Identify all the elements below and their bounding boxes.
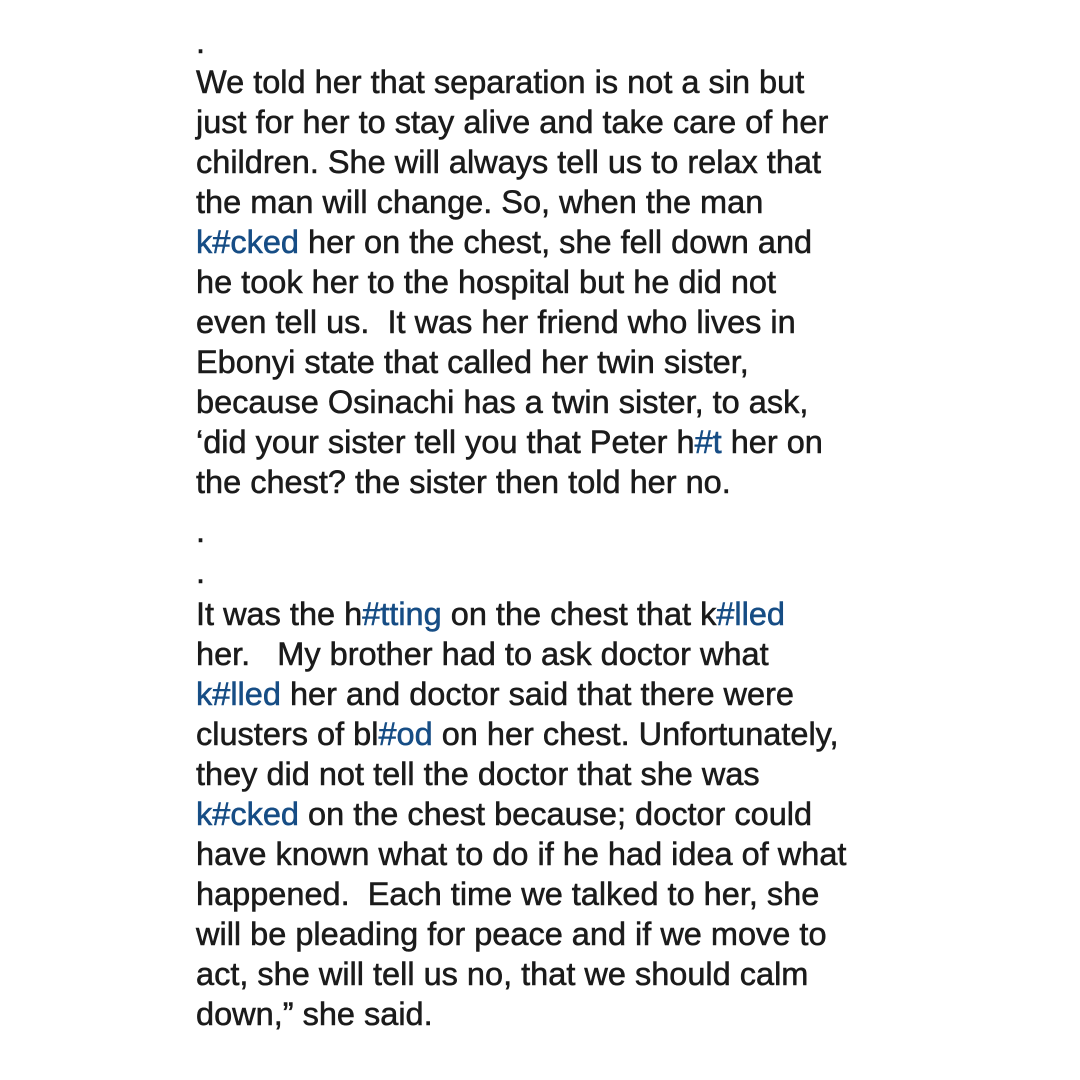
paragraph [196, 62, 996, 502]
text-line [196, 874, 996, 914]
hashtag-link[interactable]: k#cked [196, 224, 299, 260]
hashtag-link[interactable]: #tting [362, 596, 442, 632]
hashtag-link[interactable]: #t [694, 424, 722, 460]
text-segment: her on the chest, she fell down and [298, 224, 813, 260]
text-line [196, 302, 996, 342]
text-segment: he took her to the hospital but he did not [196, 264, 777, 300]
separator-dot: . [196, 513, 206, 549]
text-segment: ‘did your sister tell you that Peter h [196, 424, 695, 460]
text-segment: children. She will always tell us to relax that [196, 144, 822, 180]
text-line [196, 634, 996, 674]
hashtag-link[interactable]: #lled [716, 596, 786, 632]
text-line [196, 674, 996, 714]
hashtag-link[interactable]: k#cked [196, 796, 299, 832]
paragraph [196, 594, 996, 1034]
text-segment: because Osinachi has a twin sister, to ask, [196, 384, 809, 420]
text-segment: on the chest that k [441, 596, 717, 632]
text-line [196, 462, 996, 502]
text-segment: on the chest because; doctor could [298, 796, 813, 832]
text-segment: the man will change. So, when the man [196, 184, 764, 220]
text-segment: even tell us. It was her friend who lives in [196, 304, 796, 340]
text-line [196, 794, 996, 834]
text-segment: have known what to do if he had idea of what [196, 836, 847, 872]
text-line [196, 102, 996, 142]
text-segment: her on [721, 424, 823, 460]
text-line [196, 834, 996, 874]
text-line [196, 142, 996, 182]
text-line [196, 62, 996, 102]
text-segment: down,” she said. [196, 996, 433, 1032]
text-line [196, 382, 996, 422]
text-line [196, 914, 996, 954]
text-line [196, 422, 996, 462]
text-line [196, 262, 996, 302]
text-segment: will be pleading for peace and if we move to [196, 916, 827, 952]
hashtag-link[interactable]: #od [378, 716, 433, 752]
text-segment: the chest? the sister then told her no. [196, 464, 731, 500]
text-segment: We told her that separation is not a sin but [196, 64, 805, 100]
text-segment: happened. Each time we talked to her, she [196, 876, 820, 912]
text-line [196, 714, 996, 754]
text-segment: they did not tell the doctor that she was [196, 756, 760, 792]
text-segment: her and doctor said that there were [280, 676, 795, 712]
post-body [196, 22, 996, 1034]
text-segment: It was the h [196, 596, 363, 632]
text-line [196, 954, 996, 994]
separator-dot: . [196, 24, 206, 60]
text-segment: Ebonyi state that called her twin sister, [196, 344, 749, 380]
text-segment: on her chest. Unfortunately, [432, 716, 839, 752]
text-line [196, 182, 996, 222]
text-line [196, 994, 996, 1034]
text-segment: just for her to stay alive and take care of her [196, 104, 829, 140]
text-line [196, 754, 996, 794]
text-line [196, 594, 996, 634]
text-segment: her. My brother had to ask doctor what [196, 636, 769, 672]
text-line [196, 342, 996, 382]
text-segment: act, she will tell us no, that we should calm [196, 956, 809, 992]
text-segment: clusters of bl [196, 716, 379, 752]
text-line [196, 222, 996, 262]
hashtag-link[interactable]: k#lled [196, 676, 281, 712]
separator-dot: . [196, 554, 206, 590]
